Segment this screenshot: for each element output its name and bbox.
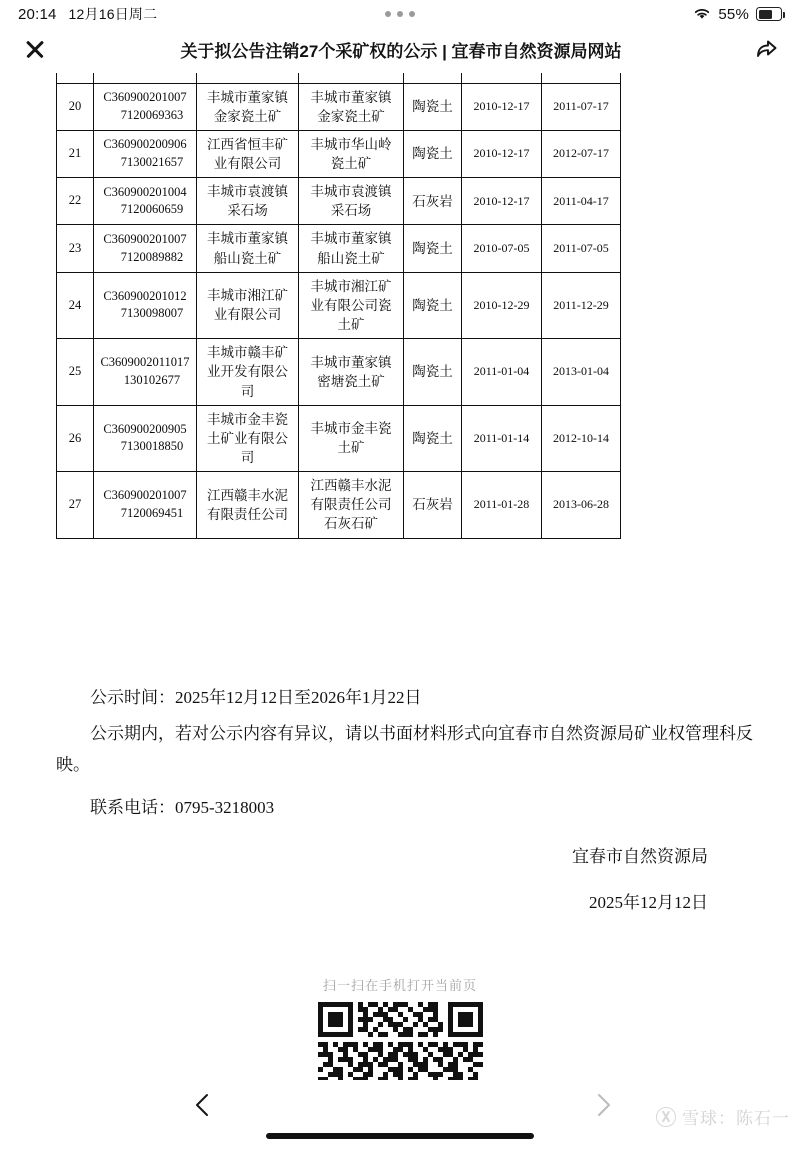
cell-issue-date: 2011-01-28 (462, 472, 542, 538)
table-row (57, 472, 621, 538)
cell-mineral: 石灰岩 (404, 178, 462, 225)
license-code-line1: C360900201007 (103, 89, 187, 104)
cell-no: 25 (57, 339, 94, 405)
cell-owner: 丰城市湘江矿业有限公司 (197, 272, 299, 338)
cell-no: 24 (57, 272, 94, 338)
cell-license-code (94, 83, 197, 130)
cell-license-code (94, 339, 197, 405)
cell-issue-date: 2011-01-14 (462, 405, 542, 471)
cell-owner: 丰城市董家镇金家瓷土矿 (197, 83, 299, 130)
cell-mine-name: 丰城市董家镇船山瓷土矿 (299, 225, 404, 272)
table-row (57, 178, 621, 225)
signature-date: 2025年12月12日 (589, 893, 708, 912)
license-code-line2: 7130098007 (120, 306, 184, 321)
mining-rights-table (56, 73, 621, 539)
cell-owner: 丰城市赣丰矿业开发有限公司 (197, 339, 299, 405)
license-code-line2: 130102677 (123, 372, 181, 387)
cell-mineral: 陶瓷土 (404, 339, 462, 405)
watermark-text: 雪球：陈石一 (682, 1109, 790, 1128)
cell-license-code (94, 472, 197, 538)
page-title: 关于拟公告注销27个采矿权的公示 | 宜春市自然资源局网站 (180, 41, 622, 61)
cell-mine-name: 丰城市华山岭瓷土矿 (299, 130, 404, 177)
cell-no: 20 (57, 83, 94, 130)
cell-no: 21 (57, 130, 94, 177)
table-row (57, 225, 621, 272)
status-bar-right (693, 6, 782, 23)
cell-mine-name: 丰城市董家镇密塘瓷土矿 (299, 339, 404, 405)
cell-issue-date: 2010-12-17 (462, 83, 542, 130)
cell-license-code (94, 130, 197, 177)
license-code-line2: 7120060659 (120, 202, 184, 217)
cell-no: 26 (57, 405, 94, 471)
cell-expiry-date: 2012-10-14 (542, 405, 621, 471)
wifi-icon (693, 7, 711, 21)
cell-license-code (94, 405, 197, 471)
status-date: 12月16日周二 (68, 6, 158, 22)
home-indicator[interactable] (266, 1133, 534, 1139)
table-row (57, 339, 621, 405)
cell-owner: 江西省恒丰矿业有限公司 (197, 130, 299, 177)
cell-issue-date: 2011-01-04 (462, 339, 542, 405)
cell-expiry-date: 2011-07-05 (542, 225, 621, 272)
share-icon[interactable] (752, 35, 780, 63)
cell-mine-name: 丰城市董家镇金家瓷土矿 (299, 83, 404, 130)
license-code-line2: 7130021657 (120, 154, 184, 169)
table-row-clipped (57, 73, 621, 83)
cell-mineral: 陶瓷土 (404, 83, 462, 130)
notch-dot (409, 11, 415, 17)
cell-expiry-date: 2011-12-29 (542, 272, 621, 338)
license-code-line1: C360900200906 (103, 137, 187, 152)
notice-dispute-text: 公示期内，若对公示内容有异议，请以书面材料形式向宜春市自然资源局矿业权管理科反映。 (56, 724, 753, 775)
cell-issue-date: 2010-12-29 (462, 272, 542, 338)
cell-owner: 丰城市金丰瓷土矿业有限公司 (197, 405, 299, 471)
cell-license-code (94, 272, 197, 338)
cell-mine-name: 丰城市金丰瓷土矿 (299, 405, 404, 471)
bottom-bar (0, 1080, 800, 1151)
cell-expiry-date: 2011-07-17 (542, 83, 621, 130)
notice-period (56, 682, 756, 713)
cell-owner: 丰城市董家镇船山瓷土矿 (197, 225, 299, 272)
cell-license-code (94, 178, 197, 225)
table-row (57, 272, 621, 338)
table-row (57, 83, 621, 130)
license-code-line2: 7120069451 (120, 505, 184, 520)
notch-dot (385, 11, 391, 17)
cell-no: 23 (57, 225, 94, 272)
cell-mine-name: 丰城市湘江矿业有限公司瓷土矿 (299, 272, 404, 338)
license-code-line2: 7120069363 (120, 107, 184, 122)
cell-expiry-date: 2013-06-28 (542, 472, 621, 538)
status-bar (0, 0, 800, 28)
qr-caption: 扫一扫在手机打开当前页 (322, 978, 477, 993)
notice-period-text: 公示时间：2025年12月12日至2026年1月22日 (90, 688, 422, 707)
qr-code-icon (318, 1002, 483, 1080)
notch-dot (397, 11, 403, 17)
cell-no: 27 (57, 472, 94, 538)
chevron-left-icon[interactable] (186, 1088, 220, 1122)
table-row (57, 130, 621, 177)
cell-issue-date: 2010-07-05 (462, 225, 542, 272)
qr-section (0, 975, 800, 1080)
license-code-line1: C360900200905 (103, 421, 187, 436)
chevron-right-icon[interactable] (586, 1088, 620, 1122)
notice-phone-text: 联系电话：0795-3218003 (90, 798, 275, 817)
license-code-line1: C360900201007 (103, 488, 187, 503)
signature-organization: 宜春市自然资源局 (572, 847, 708, 866)
license-code-line1: C360900201007 (103, 231, 187, 246)
watermark (656, 1104, 790, 1129)
battery-fill (759, 10, 772, 19)
cell-expiry-date: 2013-01-04 (542, 339, 621, 405)
cell-mine-name: 丰城市袁渡镇采石场 (299, 178, 404, 225)
cell-issue-date: 2010-12-17 (462, 130, 542, 177)
cell-mineral: 陶瓷土 (404, 272, 462, 338)
license-code-line1: C360900201012 (103, 288, 187, 303)
cell-no: 22 (57, 178, 94, 225)
license-code-line1: C360900201004 (103, 184, 187, 199)
cell-owner: 江西赣丰水泥有限责任公司 (197, 472, 299, 538)
document-content (0, 70, 800, 1080)
battery-percent: 55% (718, 5, 749, 23)
battery-icon (756, 7, 782, 21)
license-code-line1: C3609002011017 (100, 355, 190, 370)
cell-mineral: 陶瓷土 (404, 130, 462, 177)
cell-mineral: 陶瓷土 (404, 405, 462, 471)
notice-phone (56, 792, 756, 823)
cell-expiry-date: 2011-04-17 (542, 178, 621, 225)
cell-license-code (94, 225, 197, 272)
table-row (57, 405, 621, 471)
cell-mineral: 石灰岩 (404, 472, 462, 538)
notice-dispute (56, 718, 756, 781)
cell-owner: 丰城市袁渡镇采石场 (197, 178, 299, 225)
license-code-line2: 7130018850 (120, 439, 184, 454)
table-body (57, 73, 621, 538)
cell-expiry-date: 2012-07-17 (542, 130, 621, 177)
close-icon[interactable] (20, 34, 50, 64)
title-bar (0, 28, 800, 70)
license-code-line2: 7120089882 (120, 249, 184, 264)
cell-mine-name: 江西赣丰水泥有限责任公司石灰石矿 (299, 472, 404, 538)
status-time: 20:14 (18, 5, 57, 23)
cell-mineral: 陶瓷土 (404, 225, 462, 272)
cell-issue-date: 2010-12-17 (462, 178, 542, 225)
xueqiu-logo-icon (656, 1107, 676, 1127)
status-bar-left (18, 4, 157, 24)
